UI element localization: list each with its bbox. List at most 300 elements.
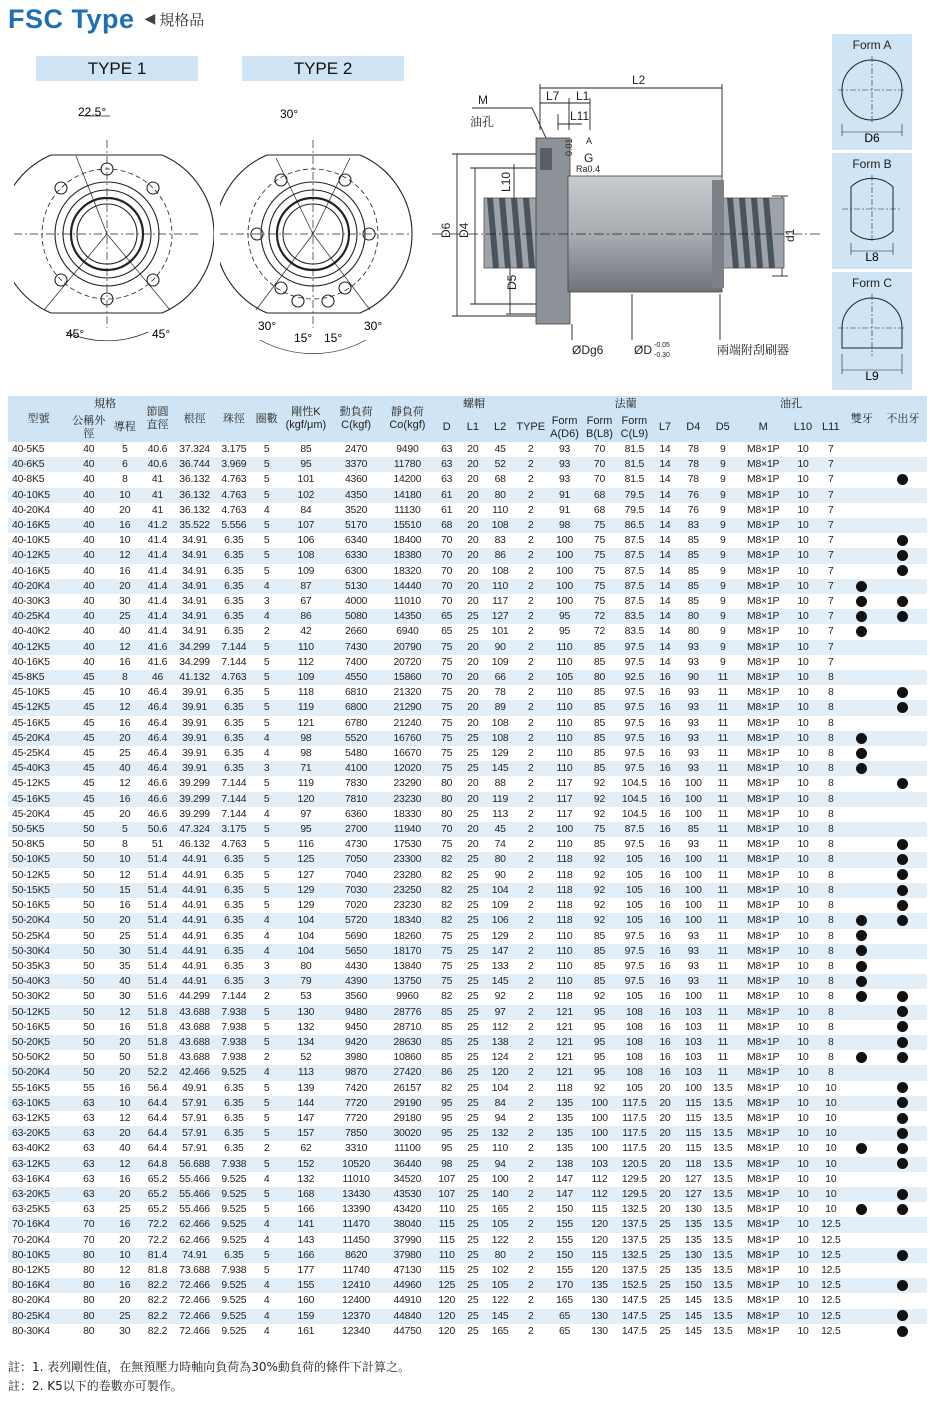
table-cell: 80 xyxy=(69,1293,108,1308)
table-cell: 45 xyxy=(69,792,108,807)
oil-hole-label: 油孔 xyxy=(470,115,495,129)
note-2: 註：2. K5以下的卷數亦可製作。 xyxy=(8,1379,183,1393)
table-cell: 108 xyxy=(617,1050,652,1065)
d4-label: D4 xyxy=(457,222,471,238)
table-cell: 40.6 xyxy=(141,457,174,472)
bullet-icon xyxy=(897,991,908,1002)
table-cell: M8×1P xyxy=(737,1157,789,1172)
table-cell: 5 xyxy=(252,1111,280,1126)
table-cell xyxy=(879,488,927,503)
table-cell: 9 xyxy=(709,472,737,487)
table-cell: 20 xyxy=(652,1111,678,1126)
table-cell: 147.5 xyxy=(617,1293,652,1308)
table-cell: 56.688 xyxy=(174,1157,215,1172)
bullet-icon xyxy=(897,869,908,880)
table-cell: 135 xyxy=(678,1233,709,1248)
table-cell: 7420 xyxy=(331,1081,381,1096)
table-cell xyxy=(879,1187,927,1202)
table-cell: 105 xyxy=(617,852,652,867)
table-cell: 25 xyxy=(460,989,486,1004)
table-cell xyxy=(879,579,927,594)
table-cell: 25 xyxy=(652,1217,678,1232)
table-cell: 93 xyxy=(678,974,709,989)
table-cell xyxy=(845,883,879,898)
form-b-icon xyxy=(832,171,912,267)
table-cell: 40.6 xyxy=(141,442,174,457)
table-cell: 85 xyxy=(678,548,709,563)
table-cell: 23250 xyxy=(381,883,433,898)
table-cell: 10 xyxy=(817,1202,845,1217)
table-cell: M8×1P xyxy=(737,1065,789,1080)
table-cell: 8 xyxy=(817,1005,845,1020)
table-cell: 75 xyxy=(434,837,460,852)
table-cell: M8×1P xyxy=(737,685,789,700)
table-cell: 11 xyxy=(709,974,737,989)
table-cell: 64.4 xyxy=(141,1141,174,1156)
table-cell: 20 xyxy=(652,1081,678,1096)
table-cell: 16 xyxy=(108,792,141,807)
table-cell: 20 xyxy=(460,655,486,670)
table-cell: 57.91 xyxy=(174,1141,215,1156)
table-cell: 25 xyxy=(460,944,486,959)
table-cell: 87.5 xyxy=(617,594,652,609)
table-row xyxy=(8,1081,927,1096)
table-cell: 5 xyxy=(252,898,280,913)
table-cell: 39.299 xyxy=(174,807,215,822)
table-cell xyxy=(879,852,927,867)
table-cell: 30 xyxy=(108,1324,141,1339)
table-cell: 93 xyxy=(547,457,582,472)
table-cell: 34.91 xyxy=(174,594,215,609)
table-cell: 50 xyxy=(69,1020,108,1035)
table-cell: 80 xyxy=(434,807,460,822)
table-cell: 25 xyxy=(460,929,486,944)
table-row xyxy=(8,1217,927,1232)
page-title: FSC Type xyxy=(8,3,135,34)
table-cell: 4.763 xyxy=(215,503,252,518)
table-cell: 8 xyxy=(817,746,845,761)
table-cell: 25 xyxy=(652,1233,678,1248)
table-cell: 5 xyxy=(252,868,280,883)
col-double: 雙牙 xyxy=(845,396,879,442)
table-cell: 86 xyxy=(281,609,331,624)
table-cell xyxy=(879,640,927,655)
table-cell: 10 xyxy=(789,579,816,594)
table-cell: 8 xyxy=(817,944,845,959)
table-cell: 6.35 xyxy=(215,1111,252,1126)
table-cell: 14 xyxy=(652,503,678,518)
table-cell xyxy=(845,776,879,791)
table-cell: 45 xyxy=(69,700,108,715)
table-cell: 40 xyxy=(69,655,108,670)
table-cell: 144 xyxy=(281,1096,331,1111)
table-cell: 38040 xyxy=(381,1217,433,1232)
col-spec: 規格 xyxy=(69,396,141,413)
table-cell: 10 xyxy=(789,1309,816,1324)
table-cell: 92 xyxy=(582,807,617,822)
table-cell: 83.5 xyxy=(617,609,652,624)
model-cell: 63-12K5 xyxy=(8,1157,69,1172)
table-cell: 10 xyxy=(789,929,816,944)
table-cell: 10 xyxy=(789,609,816,624)
table-cell: M8×1P xyxy=(737,837,789,852)
table-cell: 20 xyxy=(108,913,141,928)
table-cell: 55.466 xyxy=(174,1172,215,1187)
table-cell: 10 xyxy=(108,533,141,548)
table-cell: 115 xyxy=(434,1263,460,1278)
table-cell: 11 xyxy=(709,1035,737,1050)
table-cell xyxy=(845,1020,879,1035)
table-cell: 7050 xyxy=(331,852,381,867)
table-cell xyxy=(845,944,879,959)
table-cell: 7 xyxy=(817,609,845,624)
table-cell: 39.91 xyxy=(174,746,215,761)
table-cell: 44910 xyxy=(381,1293,433,1308)
table-cell: 10 xyxy=(789,1202,816,1217)
table-cell: 25 xyxy=(460,1233,486,1248)
table-cell: 132.5 xyxy=(617,1248,652,1263)
table-cell: M8×1P xyxy=(737,700,789,715)
table-cell: M8×1P xyxy=(737,1141,789,1156)
table-row xyxy=(8,1035,927,1050)
table-cell: 50 xyxy=(69,913,108,928)
table-cell: 143 xyxy=(281,1233,331,1248)
table-cell: 14 xyxy=(652,442,678,457)
table-cell: 9 xyxy=(709,655,737,670)
table-cell: M8×1P xyxy=(737,929,789,944)
table-cell: 15860 xyxy=(381,670,433,685)
table-cell: 40 xyxy=(69,609,108,624)
table-cell xyxy=(879,822,927,837)
table-cell: 8 xyxy=(817,731,845,746)
table-cell: 20 xyxy=(652,1202,678,1217)
table-cell: 25 xyxy=(460,1172,486,1187)
table-cell: 13.5 xyxy=(709,1126,737,1141)
table-cell: 64.4 xyxy=(141,1126,174,1141)
table-cell: 65.2 xyxy=(141,1202,174,1217)
table-cell: 7030 xyxy=(331,883,381,898)
table-cell xyxy=(879,1248,927,1263)
spec-table-body xyxy=(8,442,927,1339)
table-row xyxy=(8,1233,927,1248)
angle-label: 15° xyxy=(324,331,343,345)
table-cell: 13430 xyxy=(331,1187,381,1202)
bullet-icon xyxy=(897,565,908,576)
table-cell: 139 xyxy=(281,1081,331,1096)
table-row xyxy=(8,488,927,503)
table-cell: 11 xyxy=(709,776,737,791)
table-cell: 119 xyxy=(281,776,331,791)
table-cell: 83 xyxy=(678,518,709,533)
bullet-icon xyxy=(856,626,867,637)
table-cell: 8 xyxy=(817,883,845,898)
table-cell: 80 xyxy=(69,1309,108,1324)
model-cell: 50-15K5 xyxy=(8,883,69,898)
table-cell: 135 xyxy=(547,1096,582,1111)
table-cell: 155 xyxy=(547,1217,582,1232)
table-cell: 53 xyxy=(281,989,331,1004)
table-cell: M8×1P xyxy=(737,442,789,457)
table-cell: 30 xyxy=(108,594,141,609)
table-cell xyxy=(879,974,927,989)
table-row xyxy=(8,442,927,457)
table-cell: 118 xyxy=(281,685,331,700)
table-cell: 75 xyxy=(434,746,460,761)
table-cell: 2 xyxy=(514,1309,547,1324)
col-l1: L1 xyxy=(460,413,486,442)
table-cell: 3 xyxy=(252,959,280,974)
table-cell: 65.2 xyxy=(141,1172,174,1187)
table-cell xyxy=(845,533,879,548)
table-cell: 135 xyxy=(547,1126,582,1141)
model-cell: 40-10K5 xyxy=(8,488,69,503)
model-cell: 50-16K5 xyxy=(8,898,69,913)
table-cell: 35 xyxy=(108,959,141,974)
table-cell: 75 xyxy=(434,655,460,670)
table-cell xyxy=(845,1187,879,1202)
table-cell: 16 xyxy=(652,944,678,959)
table-cell: 8 xyxy=(817,761,845,776)
table-cell: 25 xyxy=(460,974,486,989)
table-cell: 2 xyxy=(514,929,547,944)
table-cell: 2 xyxy=(514,700,547,715)
col-oil-hole: 油孔 xyxy=(737,396,845,413)
bullet-icon xyxy=(897,1158,908,1169)
table-cell: 10 xyxy=(789,594,816,609)
table-cell xyxy=(879,1202,927,1217)
table-cell: 64.4 xyxy=(141,1111,174,1126)
table-row xyxy=(8,564,927,579)
table-cell: 5 xyxy=(252,1248,280,1263)
table-cell xyxy=(845,700,879,715)
table-cell: 10 xyxy=(789,1233,816,1248)
model-cell: 45-20K4 xyxy=(8,731,69,746)
table-cell: 46 xyxy=(141,670,174,685)
table-cell: 44.91 xyxy=(174,898,215,913)
table-cell: 115 xyxy=(434,1233,460,1248)
table-cell: 2 xyxy=(514,989,547,1004)
table-cell xyxy=(879,776,927,791)
model-cell: 40-40K2 xyxy=(8,624,69,639)
model-cell: 80-30K4 xyxy=(8,1324,69,1339)
table-cell: 10520 xyxy=(331,1157,381,1172)
angle-label: 30° xyxy=(258,319,277,333)
table-cell: 40 xyxy=(108,1141,141,1156)
table-cell: 25 xyxy=(652,1293,678,1308)
table-cell: 4 xyxy=(252,1233,280,1248)
table-cell: 20 xyxy=(652,1157,678,1172)
table-cell: 10 xyxy=(789,472,816,487)
bullet-icon xyxy=(897,900,908,911)
table-cell: 5 xyxy=(108,442,141,457)
table-cell: 4550 xyxy=(331,670,381,685)
table-cell: 14 xyxy=(652,457,678,472)
table-cell: 9 xyxy=(709,609,737,624)
table-cell: 110 xyxy=(486,1141,514,1156)
table-cell: 44.91 xyxy=(174,913,215,928)
table-cell: 45 xyxy=(69,731,108,746)
table-cell: 25 xyxy=(460,1020,486,1035)
table-cell: 45 xyxy=(69,716,108,731)
table-cell: 28630 xyxy=(381,1035,433,1050)
table-cell: 155 xyxy=(547,1233,582,1248)
model-cell: 80-10K5 xyxy=(8,1248,69,1263)
table-row xyxy=(8,776,927,791)
table-cell: 4 xyxy=(252,1172,280,1187)
table-cell: 7 xyxy=(817,533,845,548)
table-cell: 100 xyxy=(678,989,709,1004)
table-cell: 105 xyxy=(617,883,652,898)
table-row xyxy=(8,944,927,959)
table-cell: 81.5 xyxy=(617,442,652,457)
table-cell: 7 xyxy=(817,503,845,518)
table-cell: 20 xyxy=(652,1172,678,1187)
table-cell: 7.938 xyxy=(215,1050,252,1065)
l10-label: L10 xyxy=(499,171,513,192)
table-cell: 106 xyxy=(486,913,514,928)
table-cell: 62.466 xyxy=(174,1233,215,1248)
table-cell: 15 xyxy=(108,883,141,898)
table-cell: 2 xyxy=(514,1081,547,1096)
table-cell: 87.5 xyxy=(617,548,652,563)
table-cell: 40 xyxy=(69,442,108,457)
table-cell: 9 xyxy=(709,533,737,548)
table-cell: 108 xyxy=(486,564,514,579)
table-cell: 93 xyxy=(547,472,582,487)
table-cell: 51.4 xyxy=(141,944,174,959)
table-cell: 110 xyxy=(281,640,331,655)
table-cell: 98 xyxy=(547,518,582,533)
table-cell: 7.144 xyxy=(215,640,252,655)
table-cell: 118 xyxy=(547,868,582,883)
table-cell xyxy=(879,746,927,761)
table-cell: 12 xyxy=(108,1263,141,1278)
table-cell: 9 xyxy=(709,518,737,533)
model-cell: 50-50K2 xyxy=(8,1050,69,1065)
table-cell: 10 xyxy=(789,989,816,1004)
table-cell: 75 xyxy=(434,929,460,944)
col-form-b: Form B(L8) xyxy=(582,413,617,442)
table-cell: 13.5 xyxy=(709,1278,737,1293)
table-cell: 6.35 xyxy=(215,579,252,594)
table-cell: 50 xyxy=(69,1065,108,1080)
table-cell: 120 xyxy=(434,1324,460,1339)
table-cell: 119 xyxy=(486,792,514,807)
table-cell: 152 xyxy=(281,1157,331,1172)
table-cell: 85 xyxy=(582,837,617,852)
table-cell: 117.5 xyxy=(617,1111,652,1126)
table-cell: 18260 xyxy=(381,929,433,944)
table-cell: M8×1P xyxy=(737,883,789,898)
table-cell: 25 xyxy=(460,1005,486,1020)
table-row xyxy=(8,1096,927,1111)
table-cell: 13.5 xyxy=(709,1233,737,1248)
table-cell xyxy=(845,1126,879,1141)
table-cell: 35.522 xyxy=(174,518,215,533)
table-cell: 109 xyxy=(281,670,331,685)
table-cell: 4 xyxy=(252,731,280,746)
table-cell: 16 xyxy=(652,989,678,1004)
table-cell: 11450 xyxy=(331,1233,381,1248)
table-cell xyxy=(845,959,879,974)
model-cell: 40-10K5 xyxy=(8,533,69,548)
table-cell: 10 xyxy=(789,913,816,928)
table-cell xyxy=(879,655,927,670)
table-cell: 70 xyxy=(69,1217,108,1232)
table-cell: 2 xyxy=(514,1248,547,1263)
table-cell: 14180 xyxy=(381,488,433,503)
table-cell: 25 xyxy=(460,1126,486,1141)
table-cell: 9.525 xyxy=(215,1293,252,1308)
table-cell: 12 xyxy=(108,868,141,883)
bullet-icon xyxy=(897,1280,908,1291)
table-cell: 5 xyxy=(252,776,280,791)
table-cell xyxy=(879,989,927,1004)
form-b-dim: L8 xyxy=(865,250,879,264)
table-cell: M8×1P xyxy=(737,1309,789,1324)
table-cell: 10 xyxy=(789,716,816,731)
table-cell: 41.2 xyxy=(141,518,174,533)
table-row xyxy=(8,1202,927,1217)
table-cell: 11 xyxy=(709,959,737,974)
table-cell: 85 xyxy=(582,685,617,700)
table-cell: 165 xyxy=(486,1324,514,1339)
table-cell: 25 xyxy=(460,746,486,761)
table-cell: 147 xyxy=(547,1187,582,1202)
table-cell: 70 xyxy=(582,472,617,487)
table-cell: 5.556 xyxy=(215,518,252,533)
model-cell: 50-12K5 xyxy=(8,868,69,883)
table-cell: 11 xyxy=(709,685,737,700)
table-cell: 3370 xyxy=(331,457,381,472)
table-cell: 50 xyxy=(69,822,108,837)
table-cell: 16 xyxy=(108,518,141,533)
table-cell: 10 xyxy=(789,1278,816,1293)
table-cell: 10 xyxy=(789,1005,816,1020)
l2-label: L2 xyxy=(632,73,646,87)
table-cell: 28710 xyxy=(381,1020,433,1035)
table-cell: 70 xyxy=(434,670,460,685)
table-cell: 97.5 xyxy=(617,929,652,944)
table-cell: 9 xyxy=(709,624,737,639)
table-cell: 81.8 xyxy=(141,1263,174,1278)
table-cell: 85 xyxy=(582,655,617,670)
wiper-label: 兩端附刮刷器 xyxy=(717,343,790,357)
table-cell: 28776 xyxy=(381,1005,433,1020)
table-cell: 168 xyxy=(281,1187,331,1202)
table-cell: 145 xyxy=(678,1293,709,1308)
col-l11: L11 xyxy=(817,413,845,442)
table-cell: 16 xyxy=(108,655,141,670)
table-cell: 68 xyxy=(434,518,460,533)
table-cell: 102 xyxy=(486,1263,514,1278)
table-cell: 120 xyxy=(281,792,331,807)
table-cell: 20 xyxy=(460,518,486,533)
table-cell: 2 xyxy=(252,989,280,1004)
model-cell: 80-16K4 xyxy=(8,1278,69,1293)
model-cell: 40-25K4 xyxy=(8,609,69,624)
table-cell: 129 xyxy=(486,929,514,944)
table-cell: 85 xyxy=(678,533,709,548)
table-cell: M8×1P xyxy=(737,1035,789,1050)
table-cell: 13.5 xyxy=(709,1096,737,1111)
table-cell: 115 xyxy=(582,1248,617,1263)
table-cell: 14 xyxy=(652,488,678,503)
table-cell: 75 xyxy=(582,518,617,533)
table-cell: 85 xyxy=(678,822,709,837)
model-cell: 45-12K5 xyxy=(8,700,69,715)
table-row xyxy=(8,472,927,487)
